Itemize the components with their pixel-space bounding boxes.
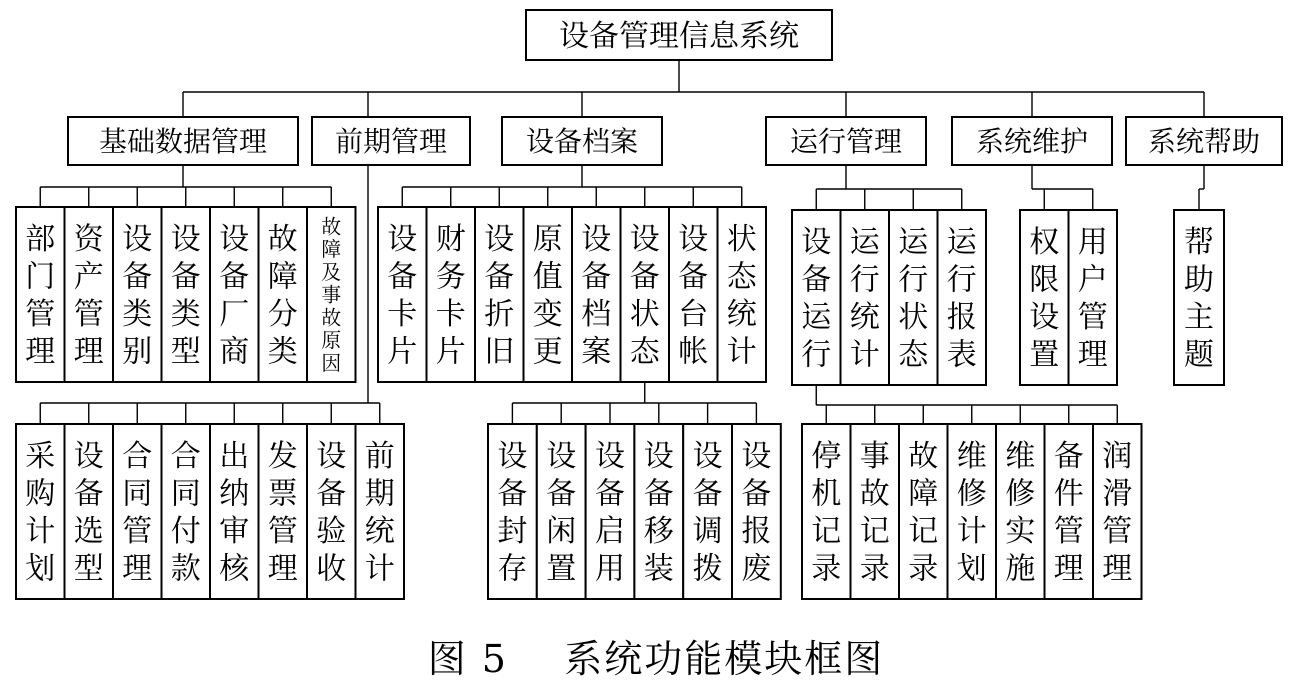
function-box — [259, 207, 308, 382]
function-box-label: 设备启用 — [595, 439, 625, 587]
function-box-label: 运行报表 — [946, 225, 977, 373]
diagram-title — [526, 10, 832, 60]
function-box — [16, 207, 65, 382]
function-box — [162, 207, 211, 382]
function-box-label: 设备调拨 — [692, 439, 723, 587]
function-box-label: 前期统计 — [364, 439, 395, 587]
function-box — [572, 207, 621, 382]
function-box — [475, 207, 524, 382]
function-box — [586, 424, 635, 599]
function-box-label: 设备厂商 — [219, 222, 250, 370]
function-box-label: 备件管理 — [1053, 439, 1084, 587]
function-box-label: 设备验收 — [316, 439, 347, 587]
module-box-label: 前期管理 — [334, 125, 448, 159]
function-box — [996, 424, 1045, 599]
module-box — [1126, 117, 1282, 165]
function-box-label: 用户管理 — [1077, 225, 1108, 373]
function-box-label: 合同付款 — [170, 439, 201, 587]
function-box-label: 设备折旧 — [484, 222, 515, 370]
function-box-label: 设备闲置 — [546, 439, 577, 587]
function-box-label: 设备选型 — [73, 439, 104, 587]
module-box — [952, 117, 1112, 165]
function-box — [718, 207, 767, 382]
function-box-label: 故障分类 — [267, 222, 298, 370]
function-box-label: 发票管理 — [267, 439, 298, 587]
function-box-label: 状态统计 — [726, 222, 757, 370]
function-box — [307, 207, 356, 382]
function-box-label: 设备卡片 — [387, 222, 418, 370]
function-box-label: 润滑管理 — [1102, 439, 1133, 587]
function-box-label: 设备类别 — [122, 222, 153, 370]
function-box — [621, 207, 670, 382]
module-box — [312, 117, 470, 165]
function-box-label: 权限设置 — [1029, 225, 1060, 373]
function-box — [524, 207, 573, 382]
function-box — [899, 424, 948, 599]
function-box-label: 设备台帐 — [678, 222, 709, 370]
function-box — [1020, 210, 1069, 385]
function-box — [65, 424, 114, 599]
function-box-label: 出纳审核 — [219, 439, 250, 587]
function-box — [889, 210, 938, 385]
function-box — [792, 210, 841, 385]
function-box — [16, 424, 65, 599]
function-box-label: 采购计划 — [25, 439, 56, 587]
function-box — [113, 207, 162, 382]
function-box — [1045, 424, 1094, 599]
function-box-label: 故障记录 — [908, 439, 939, 587]
function-box — [488, 424, 537, 599]
module-box-label: 系统帮助 — [1147, 125, 1261, 159]
function-box — [851, 424, 900, 599]
function-box — [1069, 210, 1118, 385]
figure-caption: 图 5 系统功能模块框图 — [427, 637, 885, 681]
function-box-label: 维修实施 — [1005, 439, 1036, 587]
module-box — [68, 117, 298, 165]
function-box — [938, 210, 987, 385]
function-box — [537, 424, 586, 599]
function-box-label: 故障及事故原因 — [321, 215, 342, 375]
function-box-label: 设备档案 — [581, 222, 612, 370]
function-box — [732, 424, 781, 599]
function-box — [841, 210, 890, 385]
module-box-label: 系统维护 — [975, 125, 1089, 159]
function-box — [427, 207, 476, 382]
function-box — [307, 424, 356, 599]
function-box — [634, 424, 683, 599]
function-box-label: 设备运行 — [801, 225, 832, 373]
diagram-title-label: 设备管理信息系统 — [559, 18, 799, 54]
module-boxes — [16, 10, 1282, 599]
function-box-label: 合同管理 — [122, 439, 153, 587]
function-box-label: 资产管理 — [73, 222, 104, 370]
function-box — [683, 424, 732, 599]
function-box-label: 原值变更 — [532, 222, 563, 370]
function-box — [210, 424, 259, 599]
function-box-label: 财务卡片 — [435, 222, 466, 370]
function-box-label: 停机记录 — [811, 439, 842, 587]
function-box — [210, 207, 259, 382]
function-box-label: 设备移装 — [643, 439, 674, 587]
module-box-label: 基础数据管理 — [98, 125, 268, 159]
function-box — [378, 207, 427, 382]
function-box-label: 部门管理 — [25, 222, 56, 370]
function-box-label: 设备报废 — [741, 439, 772, 587]
function-box-label: 运行统计 — [849, 225, 880, 373]
function-box — [948, 424, 997, 599]
function-box-label: 设备状态 — [629, 222, 660, 370]
function-box — [356, 424, 405, 599]
function-box-label: 帮助主题 — [1184, 225, 1214, 373]
module-box-label: 运行管理 — [789, 125, 903, 159]
function-box — [669, 207, 718, 382]
function-box — [113, 424, 162, 599]
function-box-label: 维修计划 — [956, 439, 987, 587]
function-box — [259, 424, 308, 599]
function-box — [1093, 424, 1142, 599]
function-box-label: 事故记录 — [859, 439, 890, 587]
module-box-label: 设备档案 — [525, 125, 639, 159]
function-box — [802, 424, 851, 599]
function-box-label: 设备类型 — [170, 222, 201, 370]
function-box — [65, 207, 114, 382]
module-box — [766, 117, 926, 165]
function-box — [1174, 210, 1224, 385]
function-box-label: 运行状态 — [898, 225, 929, 373]
function-box-label: 设备封存 — [497, 439, 528, 587]
function-box — [162, 424, 211, 599]
module-box — [502, 117, 662, 165]
